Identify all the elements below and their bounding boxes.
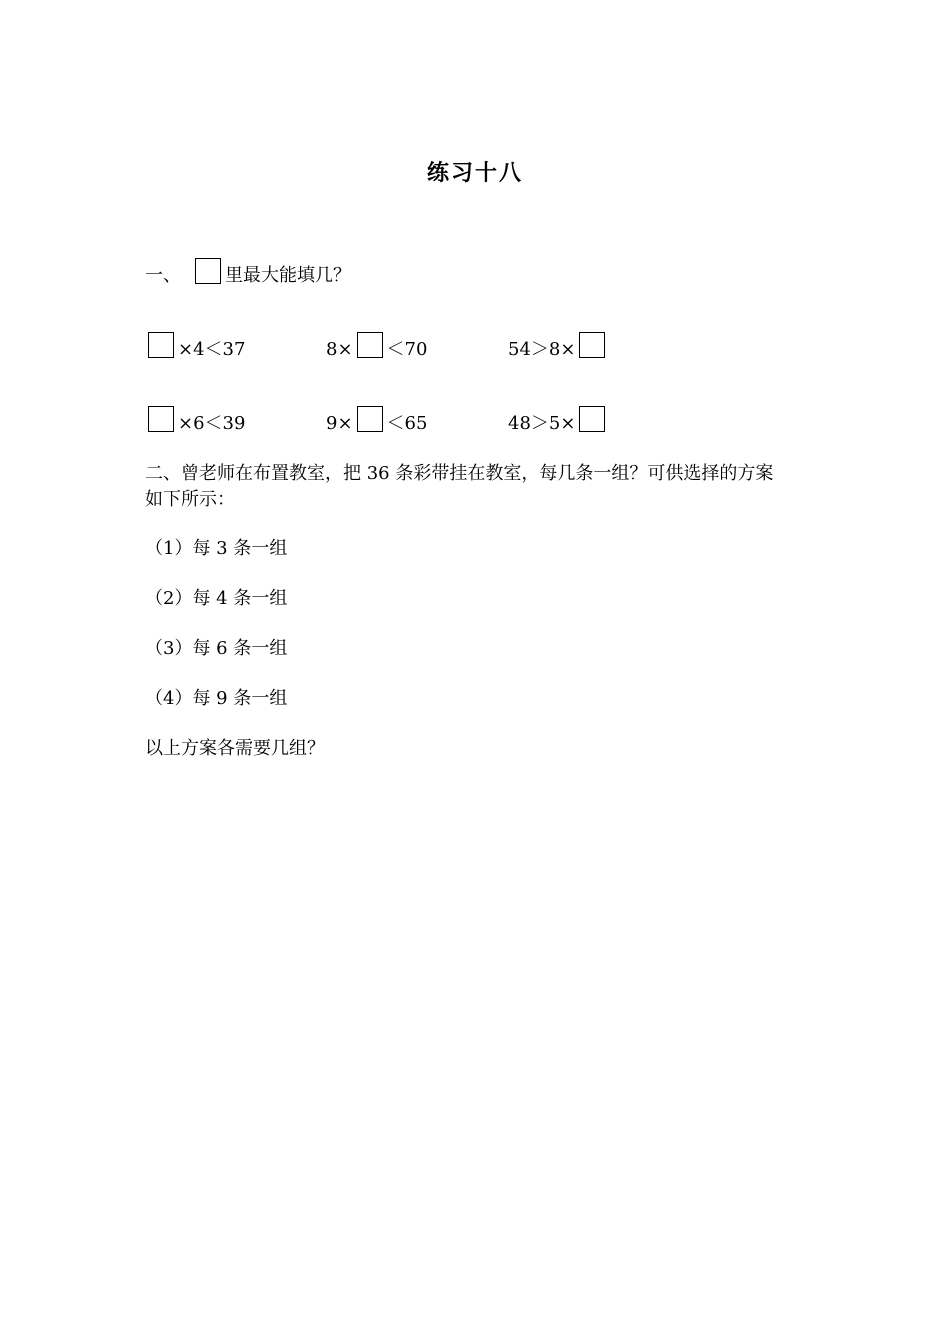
answer-box[interactable]: [579, 406, 605, 432]
section2-question: 以上方案各需要几组？: [145, 738, 325, 759]
section1-prefix: 一、: [145, 265, 181, 286]
inequality-6: [508, 406, 605, 436]
section2-line1: 二、曾老师在布置教室，把 36 条彩带挂在教室，每几条一组？可供选择的方案: [145, 463, 774, 484]
section1-heading: [145, 258, 351, 288]
option-item: （1）每 3 条一组: [145, 538, 288, 559]
inequality-1: [148, 332, 245, 362]
option-item: （3）每 6 条一组: [145, 638, 288, 659]
section2-line2: 如下所示：: [145, 489, 235, 510]
inequality-text: ＜70: [386, 339, 428, 360]
inequality-text: 54＞8×: [508, 339, 576, 360]
answer-box[interactable]: [579, 332, 605, 358]
answer-box[interactable]: [148, 332, 174, 358]
inequality-text: ×6＜39: [178, 413, 246, 434]
inequality-3: [508, 332, 605, 362]
inequality-text: ×4＜37: [178, 339, 246, 360]
answer-box[interactable]: [148, 406, 174, 432]
answer-box[interactable]: [357, 332, 383, 358]
answer-box[interactable]: [195, 258, 221, 284]
page-title: 练习十八: [426, 160, 523, 186]
inequality-5: [326, 406, 427, 436]
option-item: （2）每 4 条一组: [145, 588, 288, 609]
inequality-text: 8×: [326, 339, 353, 360]
inequality-2: [326, 332, 427, 362]
inequality-text: ＜65: [386, 413, 428, 434]
section1-question: 里最大能填几？: [225, 265, 351, 286]
answer-box[interactable]: [357, 406, 383, 432]
inequality-text: 9×: [326, 413, 353, 434]
inequality-text: 48＞5×: [508, 413, 576, 434]
option-item: （4）每 9 条一组: [145, 688, 288, 709]
inequality-4: [148, 406, 245, 436]
